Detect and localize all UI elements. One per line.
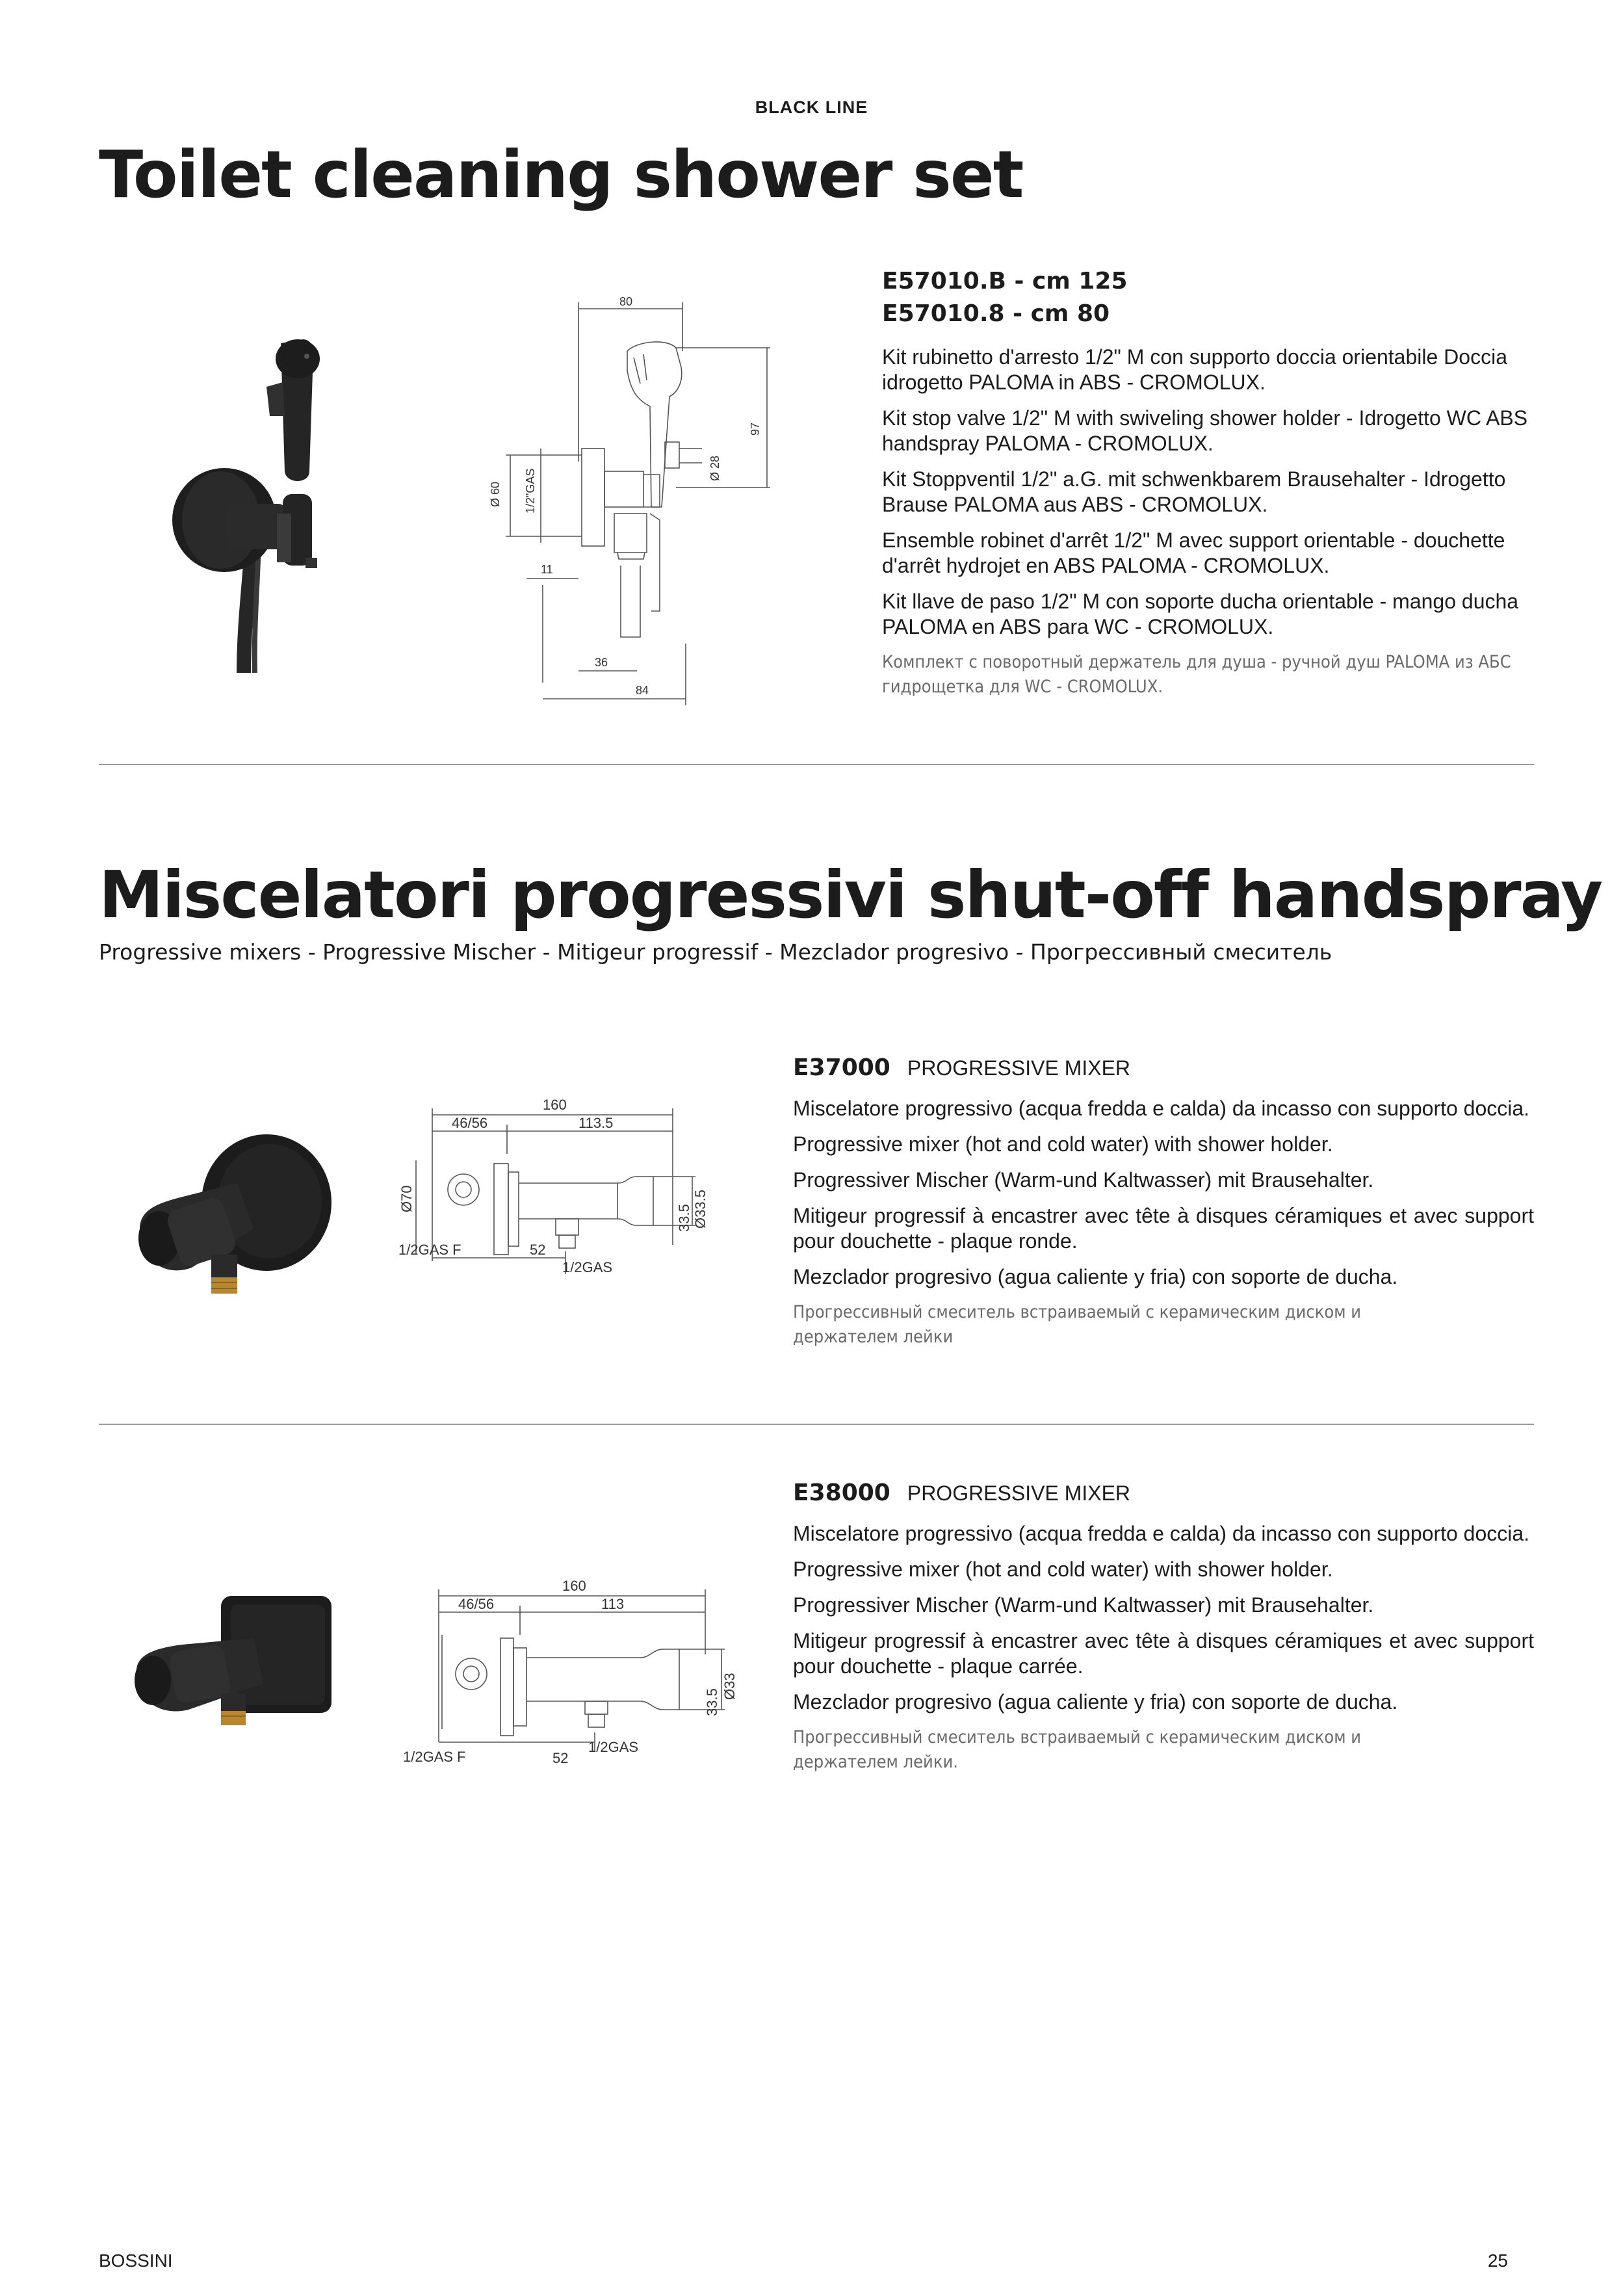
dim-left-length: 46/56: [452, 1115, 488, 1131]
description-ru: Прогрессивный смеситель встраиваемый с керамическим диском и держателем лейки.: [793, 1727, 1362, 1772]
product-code-e37000: E37000 PROGRESSIVE MIXER: [793, 1054, 1131, 1081]
section-title-toilet-shower-set: Toilet cleaning shower set: [99, 137, 1023, 213]
description-ru: Комплект с поворотный держатель для душа - ручной душ PALOMA из АБС гидрощетка для WC - CROMOLUX.: [882, 652, 1511, 697]
dim-mid: 52: [530, 1242, 546, 1258]
description-it: Kit rubinetto d'arresto 1/2" M con supporto doccia orientabile Doccia idrogetto PALOMA in ABS - CROMOLUX.: [882, 345, 1507, 394]
description-en: Progressive mixer (hot and cold water) with shower holder.: [793, 1558, 1333, 1581]
description-en: Progressive mixer (hot and cold water) with shower holder.: [793, 1132, 1333, 1156]
section-subtitle: Progressive mixers - Progressive Mischer - Mitigeur progressif - Mezclador progresivo - Прогрессивный смеситель: [99, 939, 1332, 965]
product-photo-toilet-shower-set: [156, 325, 364, 676]
dim-height: 33.5: [676, 1204, 692, 1232]
description-fr: Mitigeur progressif à encastrer avec tête à disques céramiques et avec support pour douchette - plaque ronde.: [793, 1204, 1534, 1253]
product-code-2: E57010.8 - cm 80: [882, 300, 1110, 327]
product-code-e38000: E38000 PROGRESSIVE MIXER: [793, 1480, 1131, 1506]
dim-offset: 11: [541, 563, 553, 576]
dim-total-length: 160: [562, 1578, 586, 1594]
dim-left-length: 46/56: [458, 1596, 495, 1612]
description-es: Mezclador progresivo (agua caliente y fria) con soporte de ducha.: [793, 1265, 1398, 1288]
dim-mid: 52: [552, 1750, 569, 1766]
page-number: 25: [1487, 2250, 1508, 2271]
description-de: Progressiver Mischer (Warm-und Kaltwasser) mit Brausehalter.: [793, 1168, 1374, 1192]
dim-diameter-left: Ø 60: [489, 481, 502, 507]
description-de: Progressiver Mischer (Warm-und Kaltwasser) mit Brausehalter.: [793, 1593, 1374, 1617]
description-es: Mezclador progresivo (agua caliente y fria) con soporte de ducha.: [793, 1690, 1398, 1714]
dim-plate-diameter: Ø70: [398, 1185, 415, 1212]
description-en: Kit stop valve 1/2" M with swiveling shower holder - Idrogetto WC ABS handspray PALOMA - CROMOLUX.: [882, 406, 1528, 455]
technical-drawing-e38000: [400, 1576, 744, 1781]
dim-gas: 1/2GAS: [588, 1739, 639, 1755]
description-es: Kit llave de paso 1/2" M con soporte ducha orientable - mango ducha PALOMA en ABS para WC - CROMOLUX.: [882, 590, 1519, 638]
category-label: BLACK LINE: [755, 98, 868, 117]
description-ru: Прогрессивный смеситель встраиваемый с керамическим диском и держателем лейки: [793, 1302, 1362, 1347]
divider: [99, 764, 1534, 765]
product-info-e37000: [793, 1052, 1534, 1360]
product-photo-e38000: [123, 1586, 338, 1736]
product-info-e38000: [793, 1477, 1534, 1785]
dim-height-right: 97: [749, 422, 762, 436]
product-description-e38000: [793, 1521, 1534, 1775]
dim-bottom-outer: 84: [636, 684, 649, 697]
dim-gas-f: 1/2GAS F: [398, 1242, 461, 1258]
dim-thread: 1/2"GAS: [524, 468, 537, 514]
dim-end-diameter: Ø33.5: [692, 1190, 708, 1229]
description-de: Kit Stoppventil 1/2" a.G. mit schwenkbarem Brausehalter - Idrogetto Brause PALOMA aus ABS - CROMOLUX.: [882, 467, 1506, 516]
dim-right-length: 113.5: [578, 1115, 614, 1131]
description-it: Miscelatore progressivo (acqua fredda e calda) da incasso con supporto doccia.: [793, 1097, 1530, 1120]
product-photo-e37000: [114, 1131, 335, 1307]
dim-end-diameter: Ø33: [721, 1673, 738, 1700]
dim-gas: 1/2GAS: [562, 1259, 613, 1275]
dim-height: 33.5: [704, 1688, 720, 1716]
product-info-toilet-shower-set: [882, 265, 1539, 710]
footer-brand: BOSSINI: [99, 2250, 173, 2271]
technical-drawing-toilet-shower-set: [481, 293, 773, 715]
description-fr: Ensemble robinet d'arrêt 1/2" M avec support orientable - douchette d'arrêt hydrojet en ABS PALOMA - CROMOLUX.: [882, 528, 1505, 577]
dim-right-length: 113: [601, 1596, 625, 1612]
dim-bottom-inner: 36: [595, 656, 608, 669]
dim-total-length: 160: [543, 1097, 567, 1113]
product-description-e37000: [793, 1096, 1534, 1350]
product-code-1: E57010.B - cm 125: [882, 268, 1128, 294]
section-title-progressive-mixers: Miscelatori progressivi shut-off handspray: [99, 857, 1602, 933]
technical-drawing-e37000: [393, 1095, 731, 1290]
description-it: Miscelatore progressivo (acqua fredda e calda) da incasso con supporto doccia.: [793, 1522, 1530, 1545]
product-description: [882, 345, 1539, 699]
divider: [99, 1424, 1534, 1425]
dim-gas-f: 1/2GAS F: [403, 1749, 466, 1765]
dim-diameter-right: Ø 28: [708, 455, 721, 481]
dim-width-top: 80: [619, 295, 633, 308]
description-fr: Mitigeur progressif à encastrer avec tête à disques céramiques et avec support pour douchette - plaque carrée.: [793, 1629, 1534, 1678]
